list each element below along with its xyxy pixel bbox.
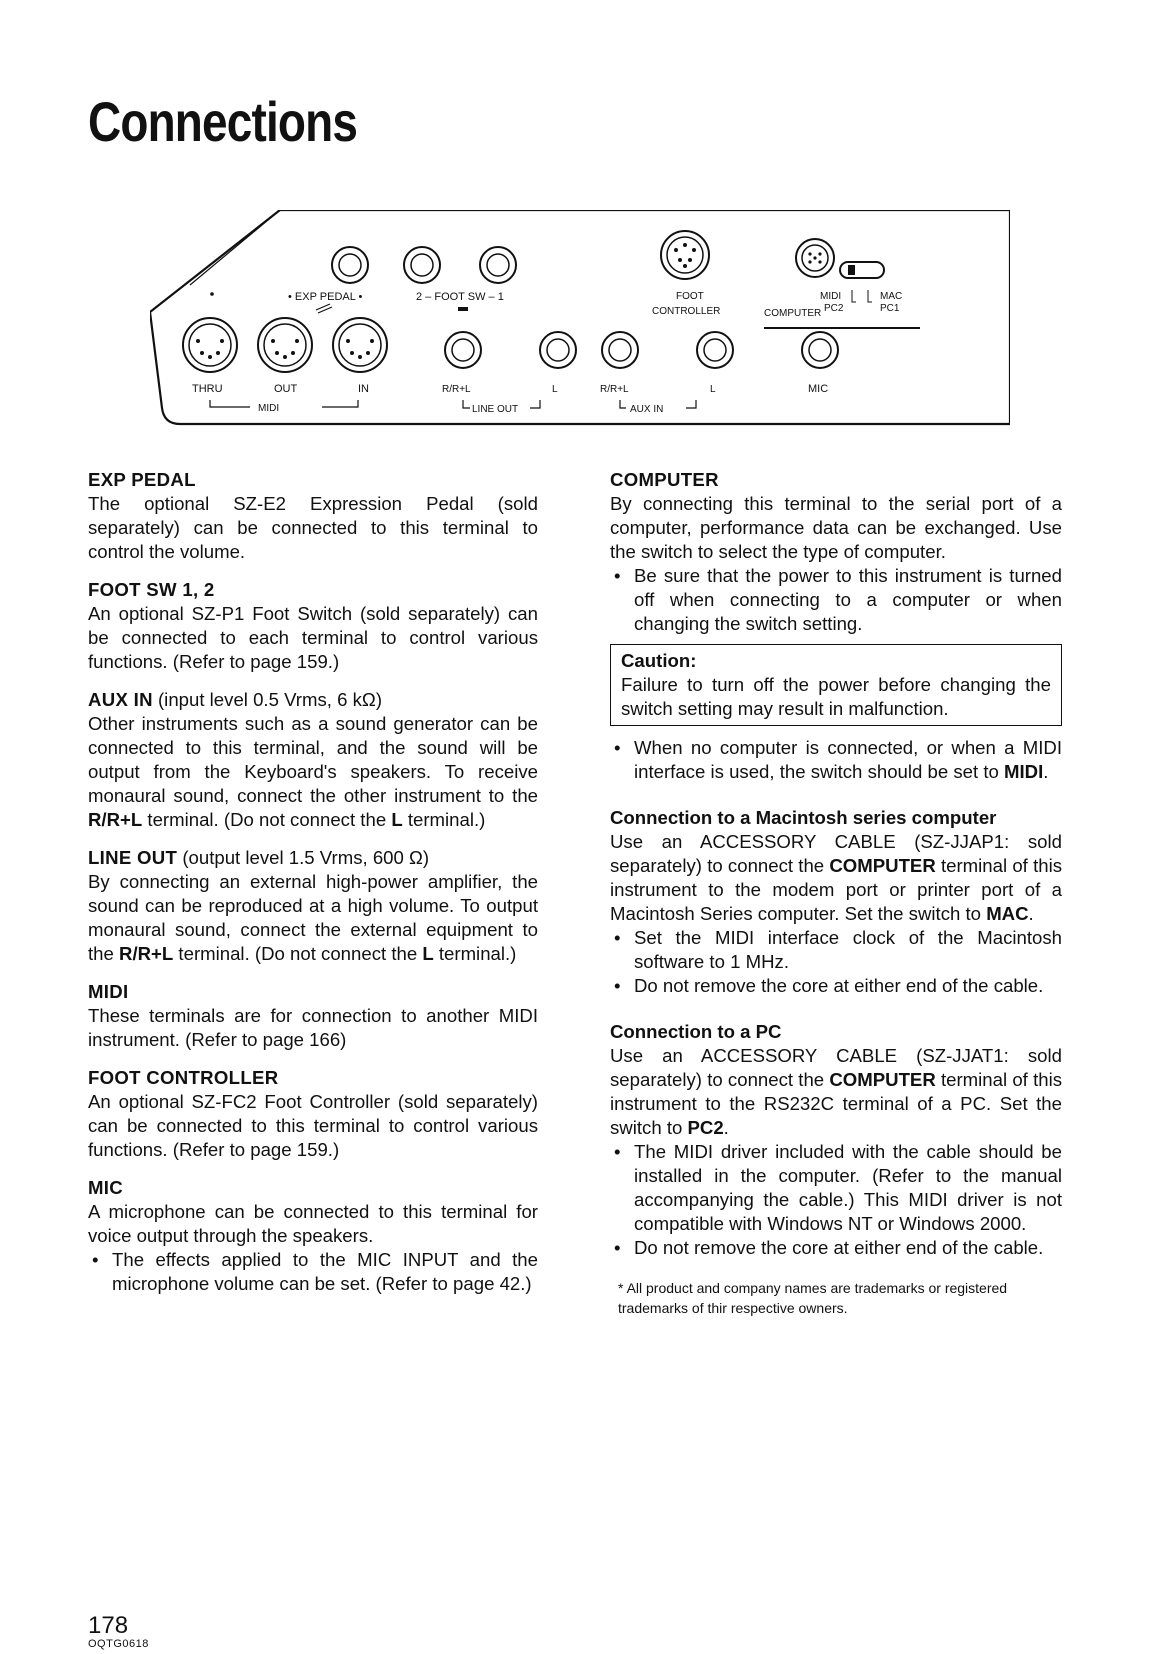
section-pc	[610, 1020, 1062, 1260]
pc-heading: Connection to a PC	[610, 1021, 782, 1042]
foot-sw-heading: FOOT SW 1, 2	[88, 579, 215, 600]
mac-body-bold: COMPUTER	[829, 855, 936, 876]
caution-title: Caution:	[621, 650, 697, 671]
line-out-r-label: R/R+L	[442, 384, 471, 395]
aux-in-label: AUX IN	[630, 404, 664, 415]
mac-body-part: .	[1028, 903, 1034, 924]
pc-bullet-driver: • The MIDI driver included with the cable should be installed in the computer. (Refer to the manual accompanying the cable.) This MIDI driver is not compatible with Windows NT or Windows 2000.	[610, 1140, 1062, 1236]
line-out-l-jack	[540, 332, 576, 368]
mic-heading: MIC	[88, 1177, 123, 1198]
pc-body-part: Use an ACCESSORY CABLE (SZ-JJAT1: sold separately) to connect the	[610, 1045, 1062, 1090]
switch-pc2-label: PC2	[824, 303, 844, 314]
aux-in-heading-line	[88, 688, 538, 712]
exp-pedal-heading: EXP PEDAL	[88, 469, 196, 490]
computer-bullets	[610, 564, 1062, 636]
aux-in-r-jack	[602, 332, 638, 368]
section-aux-in	[88, 688, 538, 832]
foot-controller-heading: FOOT CONTROLLER	[88, 1067, 279, 1088]
aux-in-body-part: Other instruments such as a sound generator can be connected to this terminal, and the sound will be output from the Keyboard's speakers. To receive monaural sound, connect the other instrument to the	[88, 713, 538, 806]
foot-sw-body: An optional SZ-P1 Foot Switch (sold separately) can be connected to each terminal to control various functions. (Refer to page 159.)	[88, 603, 538, 672]
midi-out-jack	[258, 318, 312, 372]
switch-mac-label: MAC	[880, 291, 903, 302]
mac-body-part: Use an ACCESSORY CABLE (SZ-JJAP1: sold separately) to connect the	[610, 831, 1062, 876]
section-foot-sw	[88, 578, 538, 674]
pc-body-part: terminal of this instrument to the RS232C terminal of a PC. Set the switch to	[610, 1069, 1063, 1138]
mic-label: MIC	[808, 383, 829, 395]
page-title: Connections	[88, 90, 358, 153]
line-out-heading-line	[88, 846, 538, 870]
section-line-out	[88, 846, 538, 966]
mac-bullets	[610, 926, 1062, 998]
aux-in-body-bold: L	[391, 809, 403, 830]
mac-body-part: terminal of this instrument to the modem port or printer port of a Macintosh Series computer. Set the switch to	[610, 855, 1063, 924]
pc-bullet-core: • Do not remove the core at either end of the cable.	[610, 1236, 1062, 1260]
computer-bullet-midi	[610, 736, 1062, 784]
controller-label: CONTROLLER	[652, 306, 721, 317]
line-out-r-jack	[445, 332, 481, 368]
midi-heading: MIDI	[88, 981, 129, 1002]
pc-body-bold: COMPUTER	[829, 1069, 936, 1090]
page-number: 178	[88, 1612, 129, 1639]
aux-in-heading-note: (input level 0.5 Vrms, 6 kΩ)	[152, 689, 383, 710]
computer-body: By connecting this terminal to the serial port of a computer, performance data can be exchanged. Use the switch to select the type of computer.	[610, 493, 1062, 562]
midi-thru-label: THRU	[192, 383, 223, 395]
computer-bullet-power: • Be sure that the power to this instrument is turned off when connecting to a computer or when changing the switch setting.	[610, 564, 1062, 636]
line-out-body-part: By connecting an external high-power amplifier, the sound can be reproduced at a high volume. To output monaural sound, connect the external equipment to the	[88, 871, 538, 964]
midi-in-jack	[333, 318, 387, 372]
foot-sw-1-jack	[480, 247, 516, 283]
computer-heading: COMPUTER	[610, 469, 719, 490]
mic-bullet: • The effects applied to the MIC INPUT and the microphone volume can be set. (Refer to page 42.)	[88, 1248, 538, 1296]
aux-in-body-part: terminal.)	[402, 809, 486, 830]
line-out-body-part: terminal. (Do not connect the	[173, 943, 423, 964]
line-out-body-bold: R/R+L	[119, 943, 174, 964]
pc-body-part: .	[723, 1117, 729, 1138]
line-out-label: LINE OUT	[472, 404, 519, 415]
foot-label: FOOT	[676, 291, 704, 302]
mic-body: A microphone can be connected to this terminal for voice output through the speakers.	[88, 1201, 538, 1246]
computer-bullets-2	[610, 736, 1062, 784]
aux-in-body-part: terminal. (Do not connect the	[142, 809, 392, 830]
midi-thru-jack	[183, 318, 237, 372]
mac-body	[610, 830, 1062, 926]
aux-in-body	[88, 712, 538, 832]
aux-in-l-jack	[697, 332, 733, 368]
computer-bullet-midi-text: When no computer is connected, or when a MIDI interface is used, the switch should be set to	[634, 737, 1062, 782]
section-foot-controller	[88, 1066, 538, 1162]
section-computer	[610, 468, 1062, 784]
line-out-l-label: L	[552, 384, 558, 395]
aux-in-body-bold: R/R+L	[88, 809, 143, 830]
midi-in-label: IN	[358, 383, 369, 395]
caution-body: Failure to turn off the power before changing the switch setting may result in malfunction.	[621, 674, 1051, 719]
right-column	[610, 468, 1062, 1318]
pc-body	[610, 1044, 1062, 1140]
document-code: OQTG0618	[88, 1638, 149, 1650]
mic-jack	[802, 332, 838, 368]
pc-body-bold: PC2	[687, 1117, 724, 1138]
section-mac	[610, 806, 1062, 998]
line-out-body-part: terminal.)	[433, 943, 517, 964]
switch-pc1-label: PC1	[880, 303, 900, 314]
mac-body-bold: MAC	[986, 903, 1029, 924]
aux-in-l-label: L	[710, 384, 716, 395]
mac-heading: Connection to a Macintosh series computer	[610, 807, 997, 828]
computer-bullet-midi-end: .	[1043, 761, 1049, 782]
foot-sw-2-jack	[404, 247, 440, 283]
midi-out-label: OUT	[274, 383, 298, 395]
line-out-body	[88, 870, 538, 966]
foot-sw-label: 2 – FOOT SW – 1	[416, 291, 504, 303]
line-out-heading: LINE OUT	[88, 847, 178, 868]
line-out-heading-note: (output level 1.5 Vrms, 600 Ω)	[177, 847, 430, 868]
section-mic	[88, 1176, 538, 1296]
foot-controller-jack	[661, 231, 709, 279]
computer-bullet-midi-bold: MIDI	[1004, 761, 1044, 782]
section-exp-pedal	[88, 468, 538, 564]
foot-controller-body: An optional SZ-FC2 Foot Controller (sold separately) can be connected to this terminal to control various functions. (Refer to page 159.)	[88, 1091, 538, 1160]
computer-switch	[840, 262, 884, 278]
caution-box	[610, 644, 1062, 726]
exp-pedal-body: The optional SZ-E2 Expression Pedal (sold separately) can be connected to this terminal to control the volume.	[88, 493, 538, 562]
exp-pedal-label: • EXP PEDAL •	[288, 291, 363, 303]
pc-bullets	[610, 1140, 1062, 1260]
mac-bullet-clock: • Set the MIDI interface clock of the Macintosh software to 1 MHz.	[610, 926, 1062, 974]
midi-body: These terminals are for connection to another MIDI instrument. (Refer to page 166)	[88, 1005, 538, 1050]
aux-in-r-label: R/R+L	[600, 384, 629, 395]
switch-midi-label: MIDI	[820, 291, 842, 302]
line-out-body-bold: L	[422, 943, 434, 964]
left-column	[88, 468, 538, 1310]
trademark-footnote: * All product and company names are trademarks or registered trademarks of thir respective owners.	[618, 1280, 1008, 1316]
exp-pedal-jack	[332, 247, 368, 283]
computer-port	[796, 239, 834, 277]
computer-label: COMPUTER	[764, 308, 822, 319]
aux-in-heading: AUX IN	[88, 689, 153, 710]
midi-group-label: MIDI	[258, 403, 280, 414]
mic-bullets	[88, 1248, 538, 1296]
section-midi	[88, 980, 538, 1052]
mac-bullet-core: • Do not remove the core at either end of the cable.	[610, 974, 1062, 998]
connector-panel-diagram	[150, 210, 1010, 450]
